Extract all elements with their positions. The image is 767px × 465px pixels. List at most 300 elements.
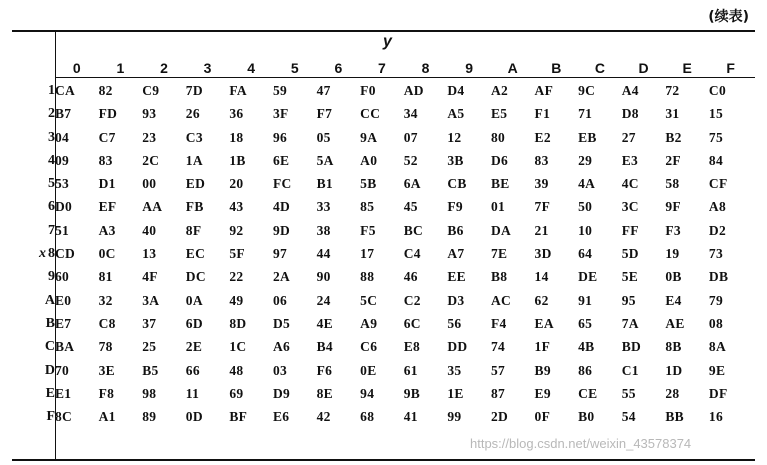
table-cell: E3 xyxy=(621,152,639,168)
table-row xyxy=(12,336,753,359)
table-row xyxy=(12,312,753,335)
table-cell: 58 xyxy=(665,176,680,192)
table-cell: C8 xyxy=(98,315,116,331)
table-cell: 45 xyxy=(403,199,418,215)
table-cell: A8 xyxy=(708,199,727,215)
table-cell: 99 xyxy=(447,409,462,425)
table-cell: 16 xyxy=(708,409,724,425)
table-cell: BF xyxy=(229,409,248,425)
table-cell: 0F xyxy=(534,409,551,425)
table-cell: 7D xyxy=(185,82,203,98)
column-header: 3 xyxy=(203,59,212,76)
table-cell: 22 xyxy=(229,269,244,285)
table-cell: A9 xyxy=(360,315,378,331)
table-cell: 92 xyxy=(229,222,244,238)
table-cell: 47 xyxy=(316,82,331,98)
column-header: F xyxy=(726,59,735,76)
table-cell: 85 xyxy=(360,199,375,215)
table-cell: E6 xyxy=(272,409,290,425)
table-cell: 84 xyxy=(708,152,724,168)
table-cell: 9C xyxy=(578,82,596,98)
column-header: D xyxy=(638,59,649,76)
table-cell: F4 xyxy=(490,315,507,331)
table-cell: 83 xyxy=(534,152,549,168)
column-header: C xyxy=(594,59,605,76)
table-cell: 35 xyxy=(447,362,462,378)
table-cell: BC xyxy=(403,222,424,238)
table-cell: 48 xyxy=(229,362,244,378)
table-cell: 15 xyxy=(708,106,724,122)
table-cell: B0 xyxy=(578,409,595,425)
table-cell: 6C xyxy=(403,315,421,331)
row-key: 5 xyxy=(48,176,55,192)
table-cell: 31 xyxy=(665,106,680,122)
row-key: 8 xyxy=(48,246,55,262)
table-cell: 07 xyxy=(403,129,418,145)
table-cell: 7E xyxy=(490,246,508,262)
table-cell: B7 xyxy=(55,106,72,122)
table-cell: CF xyxy=(708,176,728,192)
column-header: 2 xyxy=(160,59,168,76)
table-cell: 87 xyxy=(490,385,506,401)
table-cell: 66 xyxy=(185,362,200,378)
table-cell: 72 xyxy=(665,82,680,98)
table-cell: 06 xyxy=(272,292,288,308)
table-cell: FF xyxy=(621,222,639,238)
table-cell: E9 xyxy=(534,385,551,401)
row-key: B xyxy=(45,315,55,331)
table-cell: 83 xyxy=(98,152,113,168)
table-cell: A6 xyxy=(272,339,291,355)
table-cell: 1E xyxy=(447,385,464,401)
column-header-row xyxy=(12,56,753,79)
table-cell: 9B xyxy=(403,385,421,401)
table-cell: C2 xyxy=(403,292,421,308)
table-cell: AF xyxy=(534,82,554,98)
row-header xyxy=(12,289,55,312)
table-row xyxy=(12,79,753,102)
table-cell: 75 xyxy=(708,129,724,145)
table-cell: 0A xyxy=(185,292,203,308)
table-cell: 88 xyxy=(360,269,375,285)
table-cell: 29 xyxy=(578,152,593,168)
table-row xyxy=(12,242,753,265)
table-cell: 61 xyxy=(403,362,418,378)
table-cell: 79 xyxy=(708,292,724,308)
table-cell: 90 xyxy=(316,269,331,285)
table-cell: DD xyxy=(447,339,468,355)
table-cell: 3C xyxy=(621,199,639,215)
table-cell: F0 xyxy=(360,82,376,98)
table-cell: 52 xyxy=(403,152,418,168)
table-cell: 39 xyxy=(534,176,549,192)
table-cell: 42 xyxy=(316,409,331,425)
table-cell: AC xyxy=(490,292,512,308)
table-cell: F7 xyxy=(316,106,333,122)
table-cell: 11 xyxy=(185,385,200,401)
table-cell: 17 xyxy=(360,246,375,262)
table-cell: CB xyxy=(447,176,467,192)
table-cell: 3D xyxy=(534,246,552,262)
row-header xyxy=(12,242,55,265)
table-cell: 2A xyxy=(272,269,291,285)
table-cell: 33 xyxy=(316,199,331,215)
column-header: 5 xyxy=(290,59,299,76)
table-cell: 71 xyxy=(578,106,593,122)
table-cell: 91 xyxy=(578,292,593,308)
table-cell: C1 xyxy=(621,362,639,378)
table-cell: 9E xyxy=(708,362,726,378)
table-cell: C6 xyxy=(360,339,378,355)
table-cell: D1 xyxy=(98,176,116,192)
table-cell: B2 xyxy=(665,129,682,145)
table-cell: A4 xyxy=(621,82,639,98)
table-cell: 73 xyxy=(708,246,724,262)
table-cell: CE xyxy=(578,385,598,401)
table-row xyxy=(12,149,753,172)
table-cell: E7 xyxy=(55,315,72,331)
table-cell: 8C xyxy=(55,409,73,425)
table-cell: A1 xyxy=(98,409,116,425)
table-cell: 6A xyxy=(403,176,421,192)
table-cell: B9 xyxy=(534,362,551,378)
table-cell: D4 xyxy=(447,82,465,98)
table-cell: 05 xyxy=(316,129,331,145)
row-header xyxy=(12,266,55,289)
y-axis-label: y xyxy=(383,33,392,50)
table-cell: B1 xyxy=(316,176,333,192)
table-cell: BB xyxy=(665,409,684,425)
table-cell: D2 xyxy=(708,222,727,238)
table-cell: 21 xyxy=(534,222,549,238)
table-row xyxy=(12,382,753,405)
table-cell: A5 xyxy=(447,106,465,122)
table-cell: 4F xyxy=(142,269,158,285)
table-cell: 23 xyxy=(142,129,157,145)
table-cell: F1 xyxy=(534,106,551,122)
table-cell: 12 xyxy=(447,129,462,145)
row-header xyxy=(12,103,55,126)
table-cell: 89 xyxy=(142,409,157,425)
table-cell: A3 xyxy=(98,222,116,238)
row-header xyxy=(12,219,55,242)
table-cell: 1B xyxy=(229,152,246,168)
table-cell: E0 xyxy=(55,292,72,308)
table-cell: 09 xyxy=(55,152,70,168)
sbox-table xyxy=(12,56,753,429)
table-cell: BE xyxy=(490,176,510,192)
table-cell: E8 xyxy=(403,339,421,355)
table-cell: AA xyxy=(142,199,163,215)
table-cell: 49 xyxy=(229,292,244,308)
table-cell: 19 xyxy=(665,246,680,262)
table-cell: 32 xyxy=(98,292,113,308)
table-cell: 56 xyxy=(447,315,462,331)
table-cell: 2E xyxy=(185,339,203,355)
table-cell: 41 xyxy=(403,409,418,425)
table-row xyxy=(12,405,753,428)
column-header: 0 xyxy=(72,59,81,76)
table-cell: 18 xyxy=(229,129,244,145)
row-header xyxy=(12,312,55,335)
table-cell: A7 xyxy=(447,246,465,262)
row-header xyxy=(12,79,55,102)
table-top-rule xyxy=(12,30,755,32)
row-header xyxy=(12,359,55,382)
table-cell: E4 xyxy=(665,292,682,308)
row-header xyxy=(12,405,55,428)
table-cell: 65 xyxy=(578,315,593,331)
table-cell: D9 xyxy=(272,385,291,401)
table-body xyxy=(12,79,753,428)
column-header: 7 xyxy=(378,59,386,76)
table-cell: 4E xyxy=(316,315,333,331)
table-cell: 26 xyxy=(185,106,200,122)
table-cell: 78 xyxy=(98,339,113,355)
table-cell: D3 xyxy=(447,292,465,308)
table-cell: FC xyxy=(272,176,292,192)
table-row xyxy=(12,359,753,382)
row-key: 3 xyxy=(48,129,55,145)
table-cell: 8A xyxy=(708,339,727,355)
table-cell: 3A xyxy=(142,292,160,308)
table-cell: 27 xyxy=(621,129,636,145)
table-cell: 6E xyxy=(272,152,290,168)
row-header xyxy=(12,149,55,172)
table-cell: 62 xyxy=(534,292,549,308)
column-header: E xyxy=(682,59,692,76)
table-cell: 3E xyxy=(98,362,115,378)
table-cell: 74 xyxy=(490,339,506,355)
table-cell: 01 xyxy=(490,199,506,215)
x-axis-label: x xyxy=(39,246,46,262)
table-cell: A0 xyxy=(360,152,378,168)
row-key: C xyxy=(44,339,55,355)
table-cell: 34 xyxy=(403,106,418,122)
table-cell: 9A xyxy=(360,129,378,145)
table-cell: FB xyxy=(185,199,204,215)
table-cell: 51 xyxy=(55,222,70,238)
row-header xyxy=(12,172,55,195)
table-cell: C0 xyxy=(708,82,727,98)
table-cell: 1A xyxy=(185,152,203,168)
watermark-text: https://blog.csdn.net/weixin_43578374 xyxy=(470,436,692,451)
table-cell: 81 xyxy=(98,269,113,285)
table-cell: 5D xyxy=(621,246,639,262)
table-cell: 46 xyxy=(403,269,418,285)
table-cell: 5F xyxy=(229,246,245,262)
table-cell: 64 xyxy=(578,246,593,262)
table-cell: EB xyxy=(578,129,597,145)
table-cell: 55 xyxy=(621,385,636,401)
table-cell: A2 xyxy=(490,82,509,98)
table-cell: D8 xyxy=(621,106,639,122)
table-cell: 95 xyxy=(621,292,636,308)
column-header: 4 xyxy=(247,59,256,76)
table-row xyxy=(12,126,753,149)
table-cell: 38 xyxy=(316,222,331,238)
table-cell: EF xyxy=(98,199,117,215)
table-cell: 4A xyxy=(578,176,596,192)
table-cell: 0B xyxy=(665,269,682,285)
corner-cell xyxy=(12,56,55,79)
table-row xyxy=(12,289,753,312)
row-key: D xyxy=(44,362,55,378)
table-cell: 14 xyxy=(534,269,549,285)
table-cell: 4C xyxy=(621,176,639,192)
column-header: A xyxy=(507,59,518,76)
row-key: 9 xyxy=(48,269,55,285)
table-cell: B5 xyxy=(142,362,159,378)
table-cell: EE xyxy=(447,269,466,285)
table-cell: EA xyxy=(534,315,554,331)
table-cell: 2D xyxy=(490,409,509,425)
table-cell: 3B xyxy=(447,152,464,168)
table-cell: CD xyxy=(55,246,76,262)
table-cell: 37 xyxy=(142,315,157,331)
table-cell: C9 xyxy=(142,82,160,98)
row-header xyxy=(12,126,55,149)
table-cell: 53 xyxy=(55,176,70,192)
table-cell: 54 xyxy=(621,409,636,425)
table-cell: F6 xyxy=(316,362,333,378)
table-cell: 4B xyxy=(578,339,595,355)
column-header: 1 xyxy=(116,59,125,76)
table-cell: 59 xyxy=(272,82,288,98)
table-cell: 08 xyxy=(708,315,724,331)
continued-label: (续表) xyxy=(708,9,749,25)
table-cell: 97 xyxy=(272,246,288,262)
table-bottom-rule xyxy=(12,459,755,461)
column-header: 8 xyxy=(421,59,430,76)
row-header xyxy=(12,336,55,359)
table-cell: E5 xyxy=(490,106,508,122)
row-key: 4 xyxy=(48,152,55,168)
table-cell: 0E xyxy=(360,362,377,378)
table-cell: C7 xyxy=(98,129,116,145)
table-cell: 24 xyxy=(316,292,331,308)
table-cell: CC xyxy=(360,106,381,122)
row-key: F xyxy=(46,409,55,425)
table-cell: 96 xyxy=(272,129,288,145)
table-cell: 04 xyxy=(55,129,70,145)
table-cell: 5C xyxy=(360,292,378,308)
table-cell: FD xyxy=(98,106,118,122)
table-row xyxy=(12,103,753,126)
table-cell: 1F xyxy=(534,339,551,355)
table-cell: 25 xyxy=(142,339,157,355)
table-cell: DF xyxy=(708,385,728,401)
table-cell: EC xyxy=(185,246,206,262)
table-cell: 8F xyxy=(185,222,202,238)
table-cell: 98 xyxy=(142,385,157,401)
table-cell: F5 xyxy=(360,222,376,238)
table-cell: 8B xyxy=(665,339,682,355)
table-cell: 28 xyxy=(665,385,680,401)
table-cell: DC xyxy=(185,269,206,285)
table-cell: D6 xyxy=(490,152,509,168)
table-cell: D5 xyxy=(272,315,291,331)
table-cell: BD xyxy=(621,339,642,355)
table-cell: 50 xyxy=(578,199,593,215)
table-cell: 5A xyxy=(316,152,334,168)
row-key: 7 xyxy=(48,222,55,238)
table-cell: 7F xyxy=(534,199,551,215)
row-header xyxy=(12,196,55,219)
table-cell: 82 xyxy=(98,82,113,98)
row-key: A xyxy=(44,292,55,308)
table-cell: F3 xyxy=(665,222,681,238)
table-cell: 60 xyxy=(55,269,70,285)
table-cell: E2 xyxy=(534,129,551,145)
table-cell: 3F xyxy=(272,106,289,122)
row-key: 1 xyxy=(48,82,55,98)
table-cell: 57 xyxy=(490,362,506,378)
table-cell: 80 xyxy=(490,129,506,145)
table-row xyxy=(12,266,753,289)
table-cell: 13 xyxy=(142,246,157,262)
table-cell: 40 xyxy=(142,222,157,238)
table-cell: F9 xyxy=(447,199,463,215)
row-key: E xyxy=(45,385,55,401)
table-cell: FA xyxy=(229,82,247,98)
table-cell: 86 xyxy=(578,362,593,378)
table-cell: ED xyxy=(185,176,206,192)
table-cell: E1 xyxy=(55,385,72,401)
table-cell: F8 xyxy=(98,385,115,401)
table-cell: 10 xyxy=(578,222,593,238)
table-cell: 1D xyxy=(665,362,683,378)
table-cell: DE xyxy=(578,269,598,285)
table-cell: 0C xyxy=(98,246,116,262)
table-cell: 7A xyxy=(621,315,639,331)
table-cell: 8E xyxy=(316,385,333,401)
table-cell: 70 xyxy=(55,362,70,378)
row-key: 2 xyxy=(48,106,55,122)
table-cell: AD xyxy=(403,82,424,98)
table-cell: 2C xyxy=(142,152,160,168)
row-key: 6 xyxy=(48,199,55,215)
table-cell: 69 xyxy=(229,385,244,401)
column-header: 9 xyxy=(465,59,474,76)
table-cell: 8D xyxy=(229,315,247,331)
table-cell: BA xyxy=(55,339,75,355)
table-cell: B4 xyxy=(316,339,333,355)
table-row xyxy=(12,196,753,219)
table-cell: 1C xyxy=(229,339,247,355)
row-header xyxy=(12,382,55,405)
table-cell: 0D xyxy=(185,409,203,425)
table-row xyxy=(12,172,753,195)
table-cell: DA xyxy=(490,222,512,238)
table-cell: DB xyxy=(708,269,729,285)
table-cell: C3 xyxy=(185,129,203,145)
table-cell: 9D xyxy=(272,222,291,238)
table-cell: 43 xyxy=(229,199,244,215)
table-cell: AE xyxy=(665,315,685,331)
table-cell: 5E xyxy=(621,269,639,285)
column-header: 6 xyxy=(334,59,343,76)
table-cell: C4 xyxy=(403,246,421,262)
table-cell: 93 xyxy=(142,106,157,122)
table-cell: 44 xyxy=(316,246,331,262)
table-cell: 94 xyxy=(360,385,375,401)
table-row xyxy=(12,219,753,242)
table-cell: 20 xyxy=(229,176,244,192)
column-header: B xyxy=(551,59,562,76)
table-cell: 5B xyxy=(360,176,377,192)
table-cell: 9F xyxy=(665,199,681,215)
